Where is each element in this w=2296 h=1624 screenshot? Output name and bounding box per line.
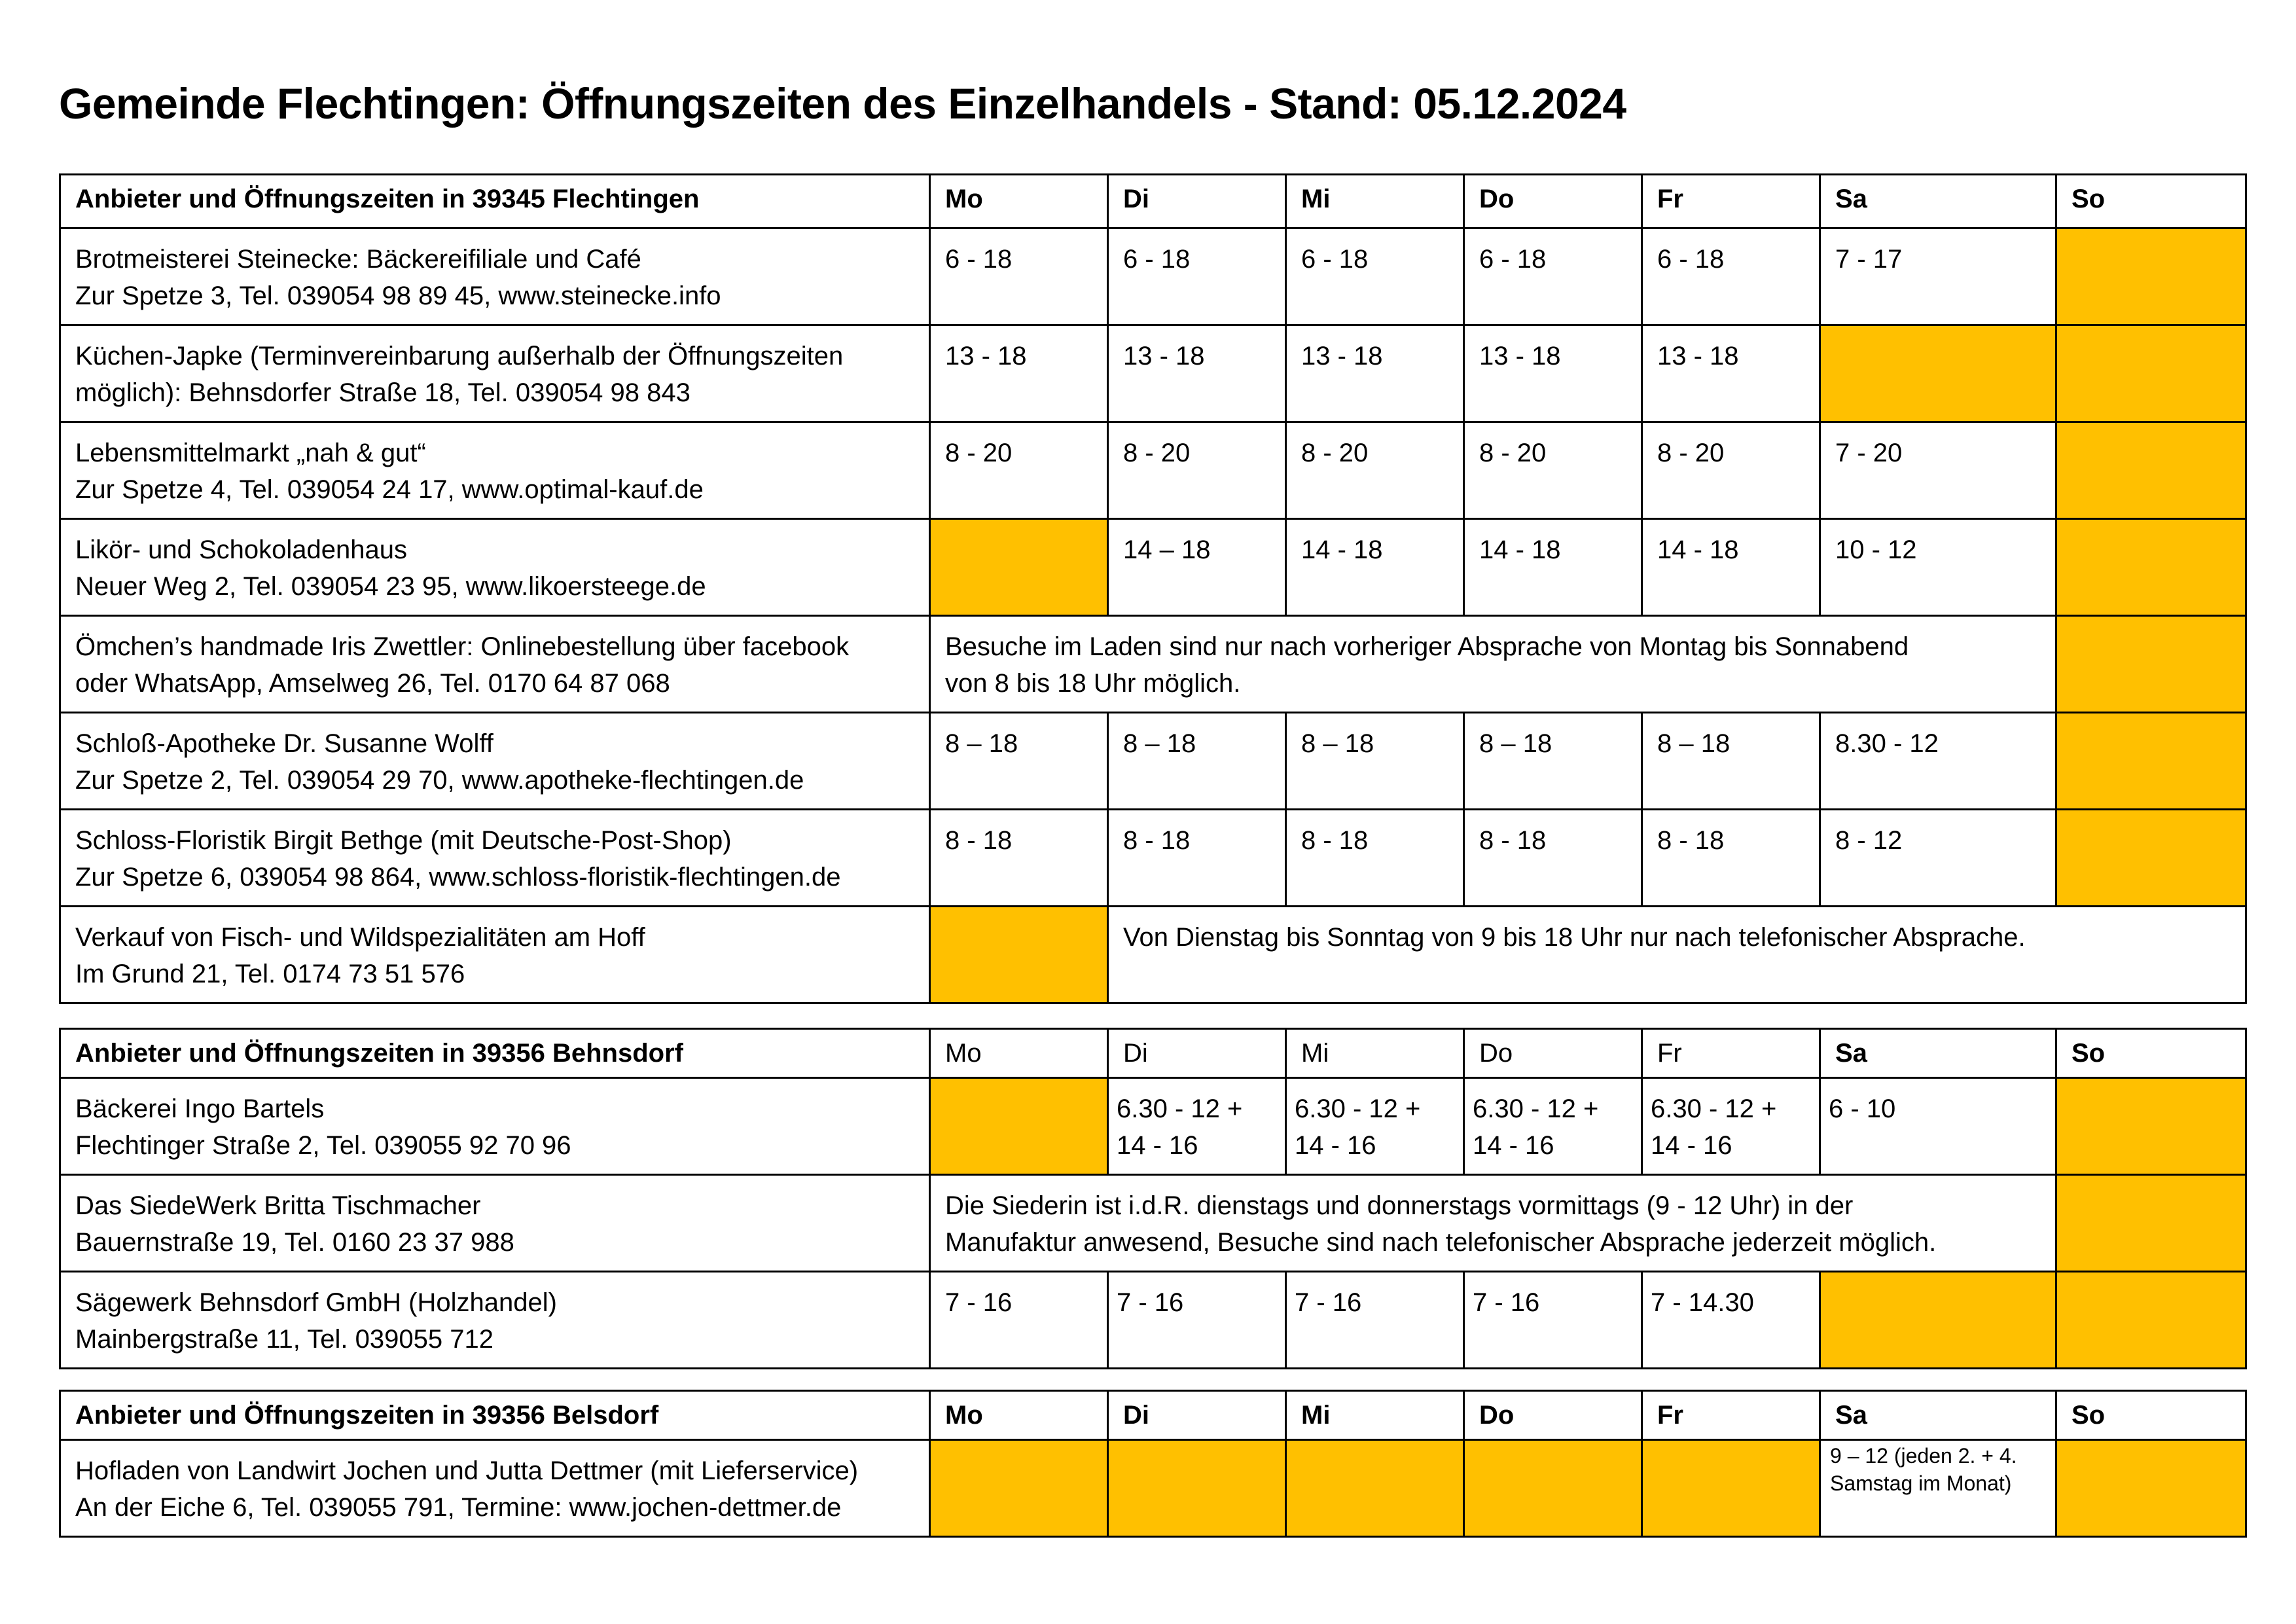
day-header-do: Do: [1464, 1029, 1642, 1078]
closed-cell: [1820, 1272, 2056, 1369]
closed-cell: [2056, 1272, 2246, 1369]
vendor-address: Flechtinger Straße 2, Tel. 039055 92 70 96: [75, 1131, 571, 1160]
closed-cell: [2056, 713, 2246, 810]
hours-mi: 8 – 18: [1286, 713, 1464, 810]
day-header-so: So: [2056, 1029, 2246, 1078]
closed-cell: [2056, 228, 2246, 325]
hours-di: 6 - 18: [1108, 228, 1286, 325]
hours-do: 8 - 20: [1464, 422, 1642, 519]
hours-mi: 13 - 18: [1286, 325, 1464, 422]
vendor-address: Zur Spetze 2, Tel. 039054 29 70, www.apotheke-flechtingen.de: [75, 766, 804, 795]
hours-mo: 13 - 18: [930, 325, 1108, 422]
hours-di: 14 – 18: [1108, 519, 1286, 616]
hours-line: 14 - 16: [1651, 1131, 1732, 1160]
hours-do: 7 - 16: [1464, 1272, 1642, 1369]
hours-mi: 6 - 18: [1286, 228, 1464, 325]
hours-mi: 8 - 20: [1286, 422, 1464, 519]
hours-line: 6.30 - 12 +: [1651, 1094, 1777, 1123]
hours-mi: 14 - 18: [1286, 519, 1464, 616]
vendor-cell: [60, 1272, 930, 1369]
closed-cell: [1286, 1440, 1464, 1537]
note-cell: Von Dienstag bis Sonntag von 9 bis 18 Uhr nur nach telefonischer Absprache.: [1108, 907, 2246, 1003]
vendor-cell: [60, 325, 930, 422]
hours-mo: 7 - 16: [930, 1272, 1108, 1369]
day-header-mo: Mo: [930, 175, 1108, 228]
hours-di: 8 – 18: [1108, 713, 1286, 810]
vendor-cell: [60, 713, 930, 810]
hours-fr: 13 - 18: [1642, 325, 1820, 422]
day-header-fr: Fr: [1642, 1029, 1820, 1078]
behnsdorf-table: [59, 1028, 2247, 1369]
day-header-sa: Sa: [1820, 1029, 2056, 1078]
day-header-do: Do: [1464, 1391, 1642, 1440]
day-header-so: So: [2056, 1391, 2246, 1440]
table-row: [60, 1440, 2246, 1537]
hours-mi: [1286, 1078, 1464, 1175]
flechtingen-table: [59, 173, 2247, 1004]
vendor-address: möglich): Behnsdorfer Straße 18, Tel. 039054 98 843: [75, 378, 691, 407]
hours-sa: 10 - 12: [1820, 519, 2056, 616]
hours-do: 6 - 18: [1464, 228, 1642, 325]
day-header-mi: Mi: [1286, 175, 1464, 228]
day-header-fr: Fr: [1642, 175, 1820, 228]
section-heading: Anbieter und Öffnungszeiten in 39356 Behnsdorf: [60, 1029, 930, 1078]
vendor-address: Mainbergstraße 11, Tel. 039055 712: [75, 1325, 493, 1354]
vendor-address: Neuer Weg 2, Tel. 039054 23 95, www.likoersteege.de: [75, 572, 706, 601]
table-row: [60, 228, 2246, 325]
note-cell: [930, 1175, 2056, 1272]
hours-fr: 6 - 18: [1642, 228, 1820, 325]
vendor-address: Bauernstraße 19, Tel. 0160 23 37 988: [75, 1228, 514, 1257]
hours-mo: 8 – 18: [930, 713, 1108, 810]
day-header-mo: Mo: [930, 1391, 1108, 1440]
day-header-sa: Sa: [1820, 175, 2056, 228]
hours-mi: 7 - 16: [1286, 1272, 1464, 1369]
table-row: [60, 1175, 2246, 1272]
hours-fr: 8 - 20: [1642, 422, 1820, 519]
hours-fr: 8 – 18: [1642, 713, 1820, 810]
hours-fr: [1642, 1078, 1820, 1175]
page-title: Gemeinde Flechtingen: Öffnungszeiten des Einzelhandels - Stand: 05.12.2024: [59, 79, 1626, 128]
vendor-cell: [60, 519, 930, 616]
vendor-address: Im Grund 21, Tel. 0174 73 51 576: [75, 960, 465, 988]
vendor-cell: [60, 907, 930, 1003]
closed-cell: [2056, 810, 2246, 907]
closed-cell: [930, 907, 1108, 1003]
vendor-name: Küchen-Japke (Terminvereinbarung außerhalb der Öffnungszeiten: [75, 342, 844, 370]
day-header-fr: Fr: [1642, 1391, 1820, 1440]
hours-sa: 7 - 20: [1820, 422, 2056, 519]
day-header-di: Di: [1108, 1391, 1286, 1440]
closed-cell: [2056, 616, 2246, 713]
hours-sa: 7 - 17: [1820, 228, 2056, 325]
table-row: [60, 616, 2246, 713]
closed-cell: [1642, 1440, 1820, 1537]
closed-cell: [2056, 519, 2246, 616]
vendor-name: Likör- und Schokoladenhaus: [75, 535, 408, 564]
vendor-cell: [60, 1078, 930, 1175]
closed-cell: [930, 1440, 1108, 1537]
day-header-mo: Mo: [930, 1029, 1108, 1078]
closed-cell: [1464, 1440, 1642, 1537]
hours-line: 6.30 - 12 +: [1473, 1094, 1599, 1123]
hours-do: [1464, 1078, 1642, 1175]
closed-cell: [930, 1078, 1108, 1175]
day-header-mi: Mi: [1286, 1029, 1464, 1078]
section-heading: Anbieter und Öffnungszeiten in 39356 Belsdorf: [60, 1391, 930, 1440]
note-line: Die Siederin ist i.d.R. dienstags und donnerstags vormittags (9 - 12 Uhr) in der: [945, 1191, 1854, 1220]
belsdorf-table: [59, 1390, 2247, 1538]
hours-di: 8 - 18: [1108, 810, 1286, 907]
vendor-name: Schloss-Floristik Birgit Bethge (mit Deutsche-Post-Shop): [75, 826, 732, 855]
day-header-di: Di: [1108, 1029, 1286, 1078]
day-header-do: Do: [1464, 175, 1642, 228]
vendor-address: Zur Spetze 6, 039054 98 864, www.schloss-floristik-flechtingen.de: [75, 863, 841, 892]
note-line: von 8 bis 18 Uhr möglich.: [945, 669, 1241, 698]
vendor-cell: [60, 422, 930, 519]
closed-cell: [2056, 325, 2246, 422]
hours-di: 13 - 18: [1108, 325, 1286, 422]
hours-do: 8 - 18: [1464, 810, 1642, 907]
hours-fr: 14 - 18: [1642, 519, 1820, 616]
day-header-sa: Sa: [1820, 1391, 2056, 1440]
hours-line: 14 - 16: [1117, 1131, 1198, 1160]
table-header-row: [60, 1391, 2246, 1440]
vendor-name: Bäckerei Ingo Bartels: [75, 1094, 325, 1123]
table-row: [60, 422, 2246, 519]
hours-mo: 8 - 20: [930, 422, 1108, 519]
closed-cell: [2056, 422, 2246, 519]
closed-cell: [1108, 1440, 1286, 1537]
hours-sa: 6 - 10: [1820, 1078, 2056, 1175]
table-header-row: [60, 1029, 2246, 1078]
vendor-name: Sägewerk Behnsdorf GmbH (Holzhandel): [75, 1288, 557, 1317]
day-header-di: Di: [1108, 175, 1286, 228]
vendor-address: oder WhatsApp, Amselweg 26, Tel. 0170 64 87 068: [75, 669, 670, 698]
table-row: [60, 907, 2246, 1003]
closed-cell: [2056, 1078, 2246, 1175]
hours-mo: 8 - 18: [930, 810, 1108, 907]
table-row: [60, 1272, 2246, 1369]
day-header-mi: Mi: [1286, 1391, 1464, 1440]
hours-line: 14 - 16: [1295, 1131, 1376, 1160]
vendor-address: Zur Spetze 3, Tel. 039054 98 89 45, www.steinecke.info: [75, 281, 721, 310]
closed-cell: [1820, 325, 2056, 422]
hours-mi: 8 - 18: [1286, 810, 1464, 907]
vendor-cell: [60, 616, 930, 713]
hours-sa: 8 - 12: [1820, 810, 2056, 907]
hours-di: [1108, 1078, 1286, 1175]
vendor-name: Hofladen von Landwirt Jochen und Jutta Dettmer (mit Lieferservice): [75, 1456, 859, 1485]
vendor-name: Schloß-Apotheke Dr. Susanne Wolff: [75, 729, 493, 758]
hours-sa: 8.30 - 12: [1820, 713, 2056, 810]
hours-fr: 7 - 14.30: [1642, 1272, 1820, 1369]
vendor-name: Verkauf von Fisch- und Wildspezialitäten am Hoff: [75, 923, 645, 952]
vendor-name: Ömchen’s handmade Iris Zwettler: Onlinebestellung über facebook: [75, 632, 850, 661]
vendor-name: Brotmeisterei Steinecke: Bäckereifiliale und Café: [75, 245, 641, 274]
hours-do: 8 – 18: [1464, 713, 1642, 810]
vendor-name: Lebensmittelmarkt „nah & gut“: [75, 439, 426, 467]
hours-do: 14 - 18: [1464, 519, 1642, 616]
note-cell: [930, 616, 2056, 713]
table-header-row: [60, 175, 2246, 228]
hours-mo: 6 - 18: [930, 228, 1108, 325]
hours-line: 6.30 - 12 +: [1117, 1094, 1243, 1123]
table-row: [60, 519, 2246, 616]
closed-cell: [930, 519, 1108, 616]
note-line: Manufaktur anwesend, Besuche sind nach telefonischer Absprache jederzeit möglich.: [945, 1228, 1937, 1257]
hours-di: 8 - 20: [1108, 422, 1286, 519]
hours-fr: 8 - 18: [1642, 810, 1820, 907]
vendor-address: Zur Spetze 4, Tel. 039054 24 17, www.optimal-kauf.de: [75, 475, 704, 504]
hours-do: 13 - 18: [1464, 325, 1642, 422]
hours-line: 6.30 - 12 +: [1295, 1094, 1421, 1123]
vendor-name: Das SiedeWerk Britta Tischmacher: [75, 1191, 481, 1220]
table-row: [60, 325, 2246, 422]
vendor-cell: [60, 228, 930, 325]
vendor-cell: [60, 1440, 930, 1537]
section-heading: Anbieter und Öffnungszeiten in 39345 Flechtingen: [60, 175, 930, 228]
vendor-cell: [60, 1175, 930, 1272]
vendor-address: An der Eiche 6, Tel. 039055 791, Termine: www.jochen-dettmer.de: [75, 1493, 842, 1522]
hours-di: 7 - 16: [1108, 1272, 1286, 1369]
hours-sa: 9 – 12 (jeden 2. + 4. Samstag im Monat): [1820, 1440, 2056, 1537]
table-row: [60, 1078, 2246, 1175]
hours-line: 14 - 16: [1473, 1131, 1554, 1160]
closed-cell: [2056, 1440, 2246, 1537]
closed-cell: [2056, 1175, 2246, 1272]
table-row: [60, 810, 2246, 907]
table-row: [60, 713, 2246, 810]
note-line: Besuche im Laden sind nur nach vorheriger Absprache von Montag bis Sonnabend: [945, 632, 1909, 661]
vendor-cell: [60, 810, 930, 907]
day-header-so: So: [2056, 175, 2246, 228]
